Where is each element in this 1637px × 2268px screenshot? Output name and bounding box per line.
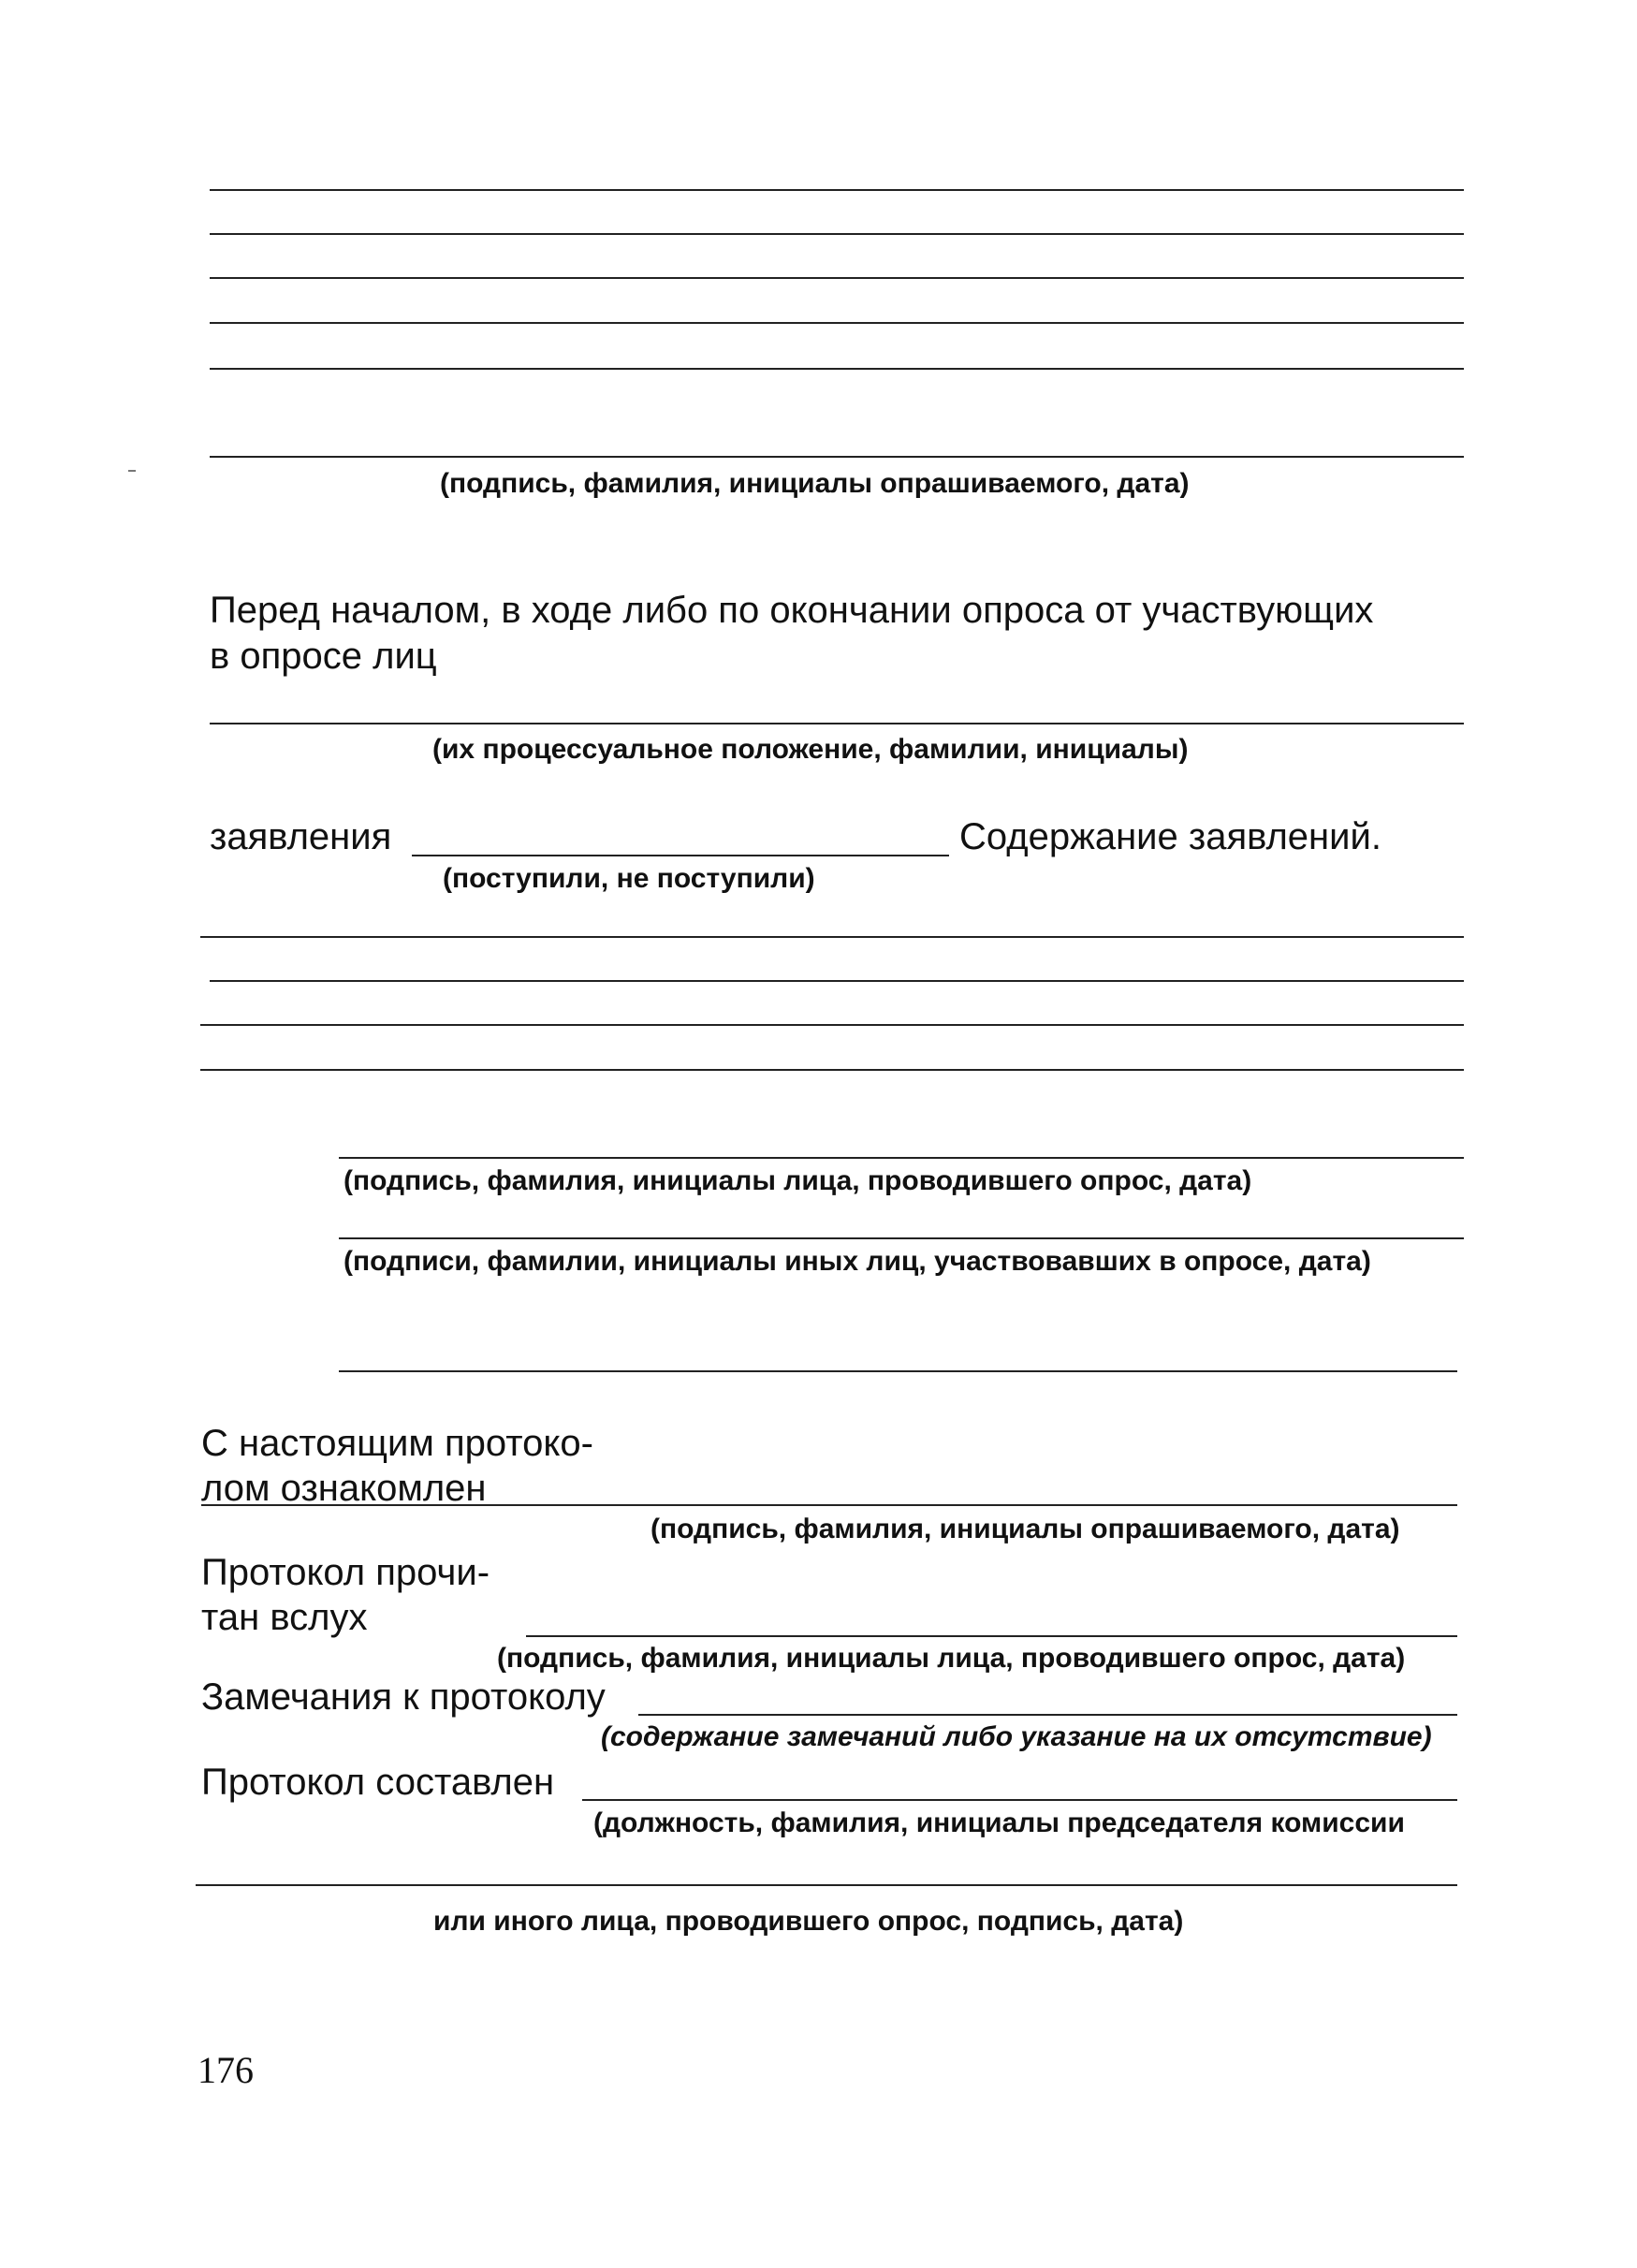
chairman-position-caption: (должность, фамилия, инициалы председателя комиссии	[593, 1807, 1405, 1838]
statements-status-line	[412, 855, 949, 856]
familiarized-label-line1: С настоящим протоко-	[201, 1423, 593, 1464]
statements-content-label: Содержание заявлений.	[959, 816, 1381, 857]
interviewer-signature-caption-2: (подпись, фамилия, инициалы лица, проводившего опрос, дата)	[497, 1643, 1406, 1674]
others-signatures-line	[339, 1237, 1464, 1239]
statements-intro-line2: в опросе лиц	[210, 636, 437, 677]
blank-signature-line	[339, 1370, 1457, 1372]
received-status-caption: (поступили, не поступили)	[443, 863, 815, 894]
chairman-signature-line	[196, 1884, 1457, 1886]
familiarized-signature-line	[201, 1504, 1457, 1506]
compiled-label: Протокол составлен	[201, 1762, 555, 1803]
participants-line	[210, 723, 1464, 724]
answer-line	[210, 322, 1464, 324]
interviewer-signature-caption: (подпись, фамилия, инициалы лица, проводившего опрос, дата)	[343, 1165, 1252, 1196]
interviewee-signature-caption: (подпись, фамилия, инициалы опрашиваемого, дата)	[440, 468, 1190, 499]
read-aloud-label-line1: Протокол прочи-	[201, 1552, 490, 1593]
answer-line	[210, 233, 1464, 235]
statements-content-line	[210, 980, 1464, 982]
read-aloud-signature-line	[526, 1635, 1457, 1637]
remarks-line	[638, 1714, 1457, 1716]
scan-mark	[128, 470, 136, 472]
chairman-position-caption-continued: или иного лица, проводившего опрос, подпись, дата)	[433, 1906, 1184, 1937]
statements-intro-line1: Перед началом, в ходе либо по окончании опроса от участвующих	[210, 590, 1374, 631]
compiled-line	[582, 1799, 1457, 1801]
answer-line	[210, 277, 1464, 279]
interviewer-signature-line	[339, 1157, 1464, 1159]
read-aloud-label-line2: тан вслух	[201, 1597, 368, 1638]
answer-line	[210, 368, 1464, 370]
statements-content-line	[200, 936, 1464, 938]
participants-caption: (их процессуальное положение, фамилии, инициалы)	[432, 734, 1189, 765]
familiarized-label-line2: лом ознакомлен	[201, 1468, 487, 1509]
others-signatures-caption: (подписи, фамилии, инициалы иных лиц, участвовавших в опросе, дата)	[343, 1246, 1371, 1277]
remarks-label: Замечания к протоколу	[201, 1676, 606, 1718]
answer-line	[210, 189, 1464, 191]
interviewee-signature-caption-2: (подпись, фамилия, инициалы опрашиваемого, дата)	[650, 1514, 1400, 1544]
page-number: 176	[197, 2049, 254, 2091]
statements-label: заявления	[210, 816, 392, 857]
statements-content-line	[200, 1024, 1464, 1026]
interviewee-signature-line	[210, 456, 1464, 458]
remarks-content-caption: (содержание замечаний либо указание на их отсутствие)	[601, 1721, 1432, 1752]
statements-content-line	[200, 1069, 1464, 1071]
